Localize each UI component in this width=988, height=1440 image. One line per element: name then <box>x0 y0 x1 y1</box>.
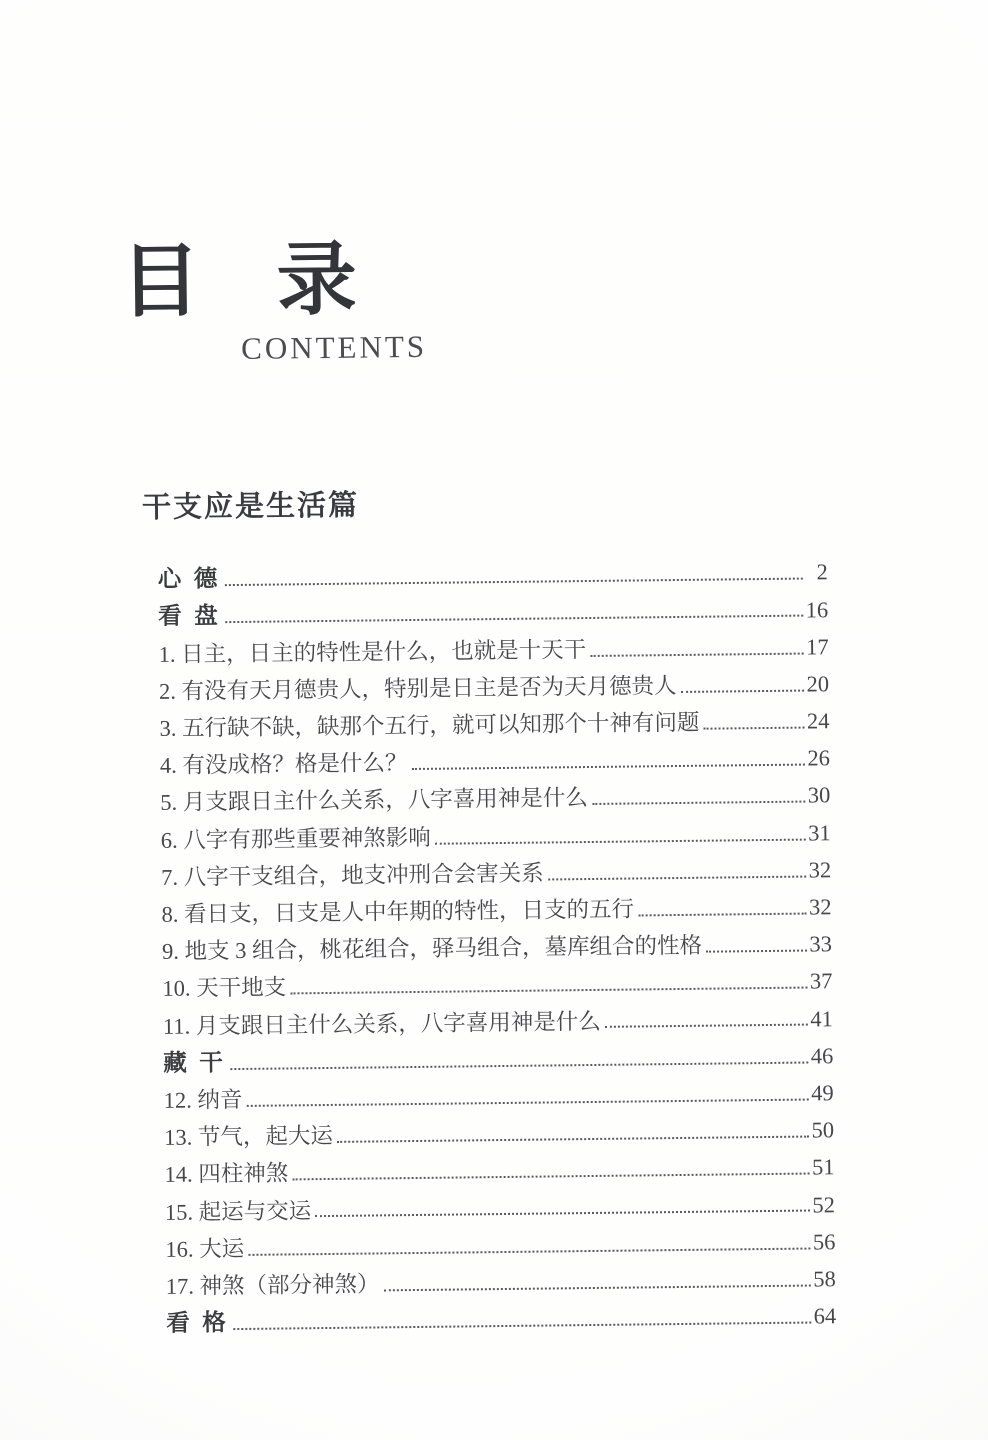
toc-entry-label: 13. 节气，起大运 <box>163 1123 334 1150</box>
toc-entry-page: 52 <box>812 1191 836 1218</box>
toc-entry-label: 7. 八字干支组合，地支冲刑合会害关系 <box>161 860 544 890</box>
toc-entry-page: 30 <box>807 782 831 808</box>
toc-leader-dots <box>605 1024 808 1028</box>
toc-entry-label: 11. 月支跟日主什么关系，八字喜用神是什么 <box>162 1008 601 1039</box>
toc-entry-page: 58 <box>813 1266 836 1292</box>
toc-leader-dots <box>290 987 807 995</box>
toc-entry-page: 46 <box>810 1043 834 1069</box>
toc-list <box>158 548 837 1336</box>
toc-entry-label: 2. 有没有天月德贵人，特别是日主是否为天月德贵人 <box>158 672 677 704</box>
toc-leader-dots <box>592 801 805 805</box>
toc-leader-dots <box>590 652 803 656</box>
page-title: 目 录 <box>119 234 368 327</box>
toc-leader-dots <box>706 950 807 953</box>
toc-entry-label: 8. 看日支，日支是人中年期的特性，日支的五行 <box>161 896 635 927</box>
toc-entry-label: 藏 干 <box>163 1048 226 1076</box>
toc-entry-page: 17 <box>805 633 829 660</box>
toc-entry-label: 14. 四柱神煞 <box>164 1160 289 1188</box>
toc-leader-dots <box>384 1284 811 1291</box>
toc-entry-page: 64 <box>813 1303 837 1329</box>
toc-leader-dots <box>435 838 805 844</box>
toc-leader-dots <box>337 1136 809 1143</box>
toc-entry-label: 4. 有没成格？格是什么？ <box>159 750 408 779</box>
toc-entry-page: 24 <box>806 708 830 734</box>
toc-leader-dots <box>292 1173 809 1181</box>
toc-leader-dots <box>315 1210 809 1218</box>
toc-leader-dots <box>230 1061 808 1070</box>
toc-entry-page: 31 <box>808 819 831 846</box>
toc-entry-page: 33 <box>809 931 833 957</box>
toc-entry-label: 1. 日主，日主的特性是什么，也就是十天干 <box>158 636 587 667</box>
toc-entry-label: 16. 大运 <box>165 1235 245 1262</box>
toc-entry-page: 16 <box>805 596 829 623</box>
contents-subtitle: CONTENTS <box>240 328 428 366</box>
toc-entry-page: 41 <box>810 1005 833 1032</box>
toc-entry-page: 20 <box>806 671 830 697</box>
toc-entry-label: 心 德 <box>157 565 221 593</box>
toc-leader-dots <box>225 615 803 624</box>
toc-entry-label: 5. 月支跟日主什么关系，八字喜用神是什么 <box>160 785 588 816</box>
section-heading: 干支应是生活篇 <box>141 489 360 525</box>
toc-leader-dots <box>411 764 804 770</box>
toc-entry-label: 12. 纳音 <box>163 1086 243 1113</box>
toc-entry-label: 15. 起运与交运 <box>164 1197 312 1225</box>
toc-entry-page: 50 <box>811 1117 835 1143</box>
toc-leader-dots <box>681 689 804 692</box>
toc-entry-page: 49 <box>811 1080 834 1106</box>
toc-leader-dots <box>704 727 805 730</box>
toc-entry <box>166 1292 836 1337</box>
toc-entry-label: 17. 神煞（部分神煞） <box>165 1271 380 1299</box>
toc-entry-page: 37 <box>809 968 833 994</box>
toc-entry-label: 看 盘 <box>158 602 221 630</box>
toc-leader-dots <box>233 1321 811 1330</box>
toc-entry-label: 10. 天干地支 <box>162 974 287 1002</box>
toc-leader-dots <box>248 1247 810 1255</box>
toc-entry-label: 3. 五行缺不缺，缺那个五行，就可以知那个十神有问题 <box>159 709 700 741</box>
toc-entry-page: 56 <box>812 1228 836 1255</box>
toc-entry-page: 51 <box>811 1154 835 1180</box>
toc-entry-page: 26 <box>807 745 831 771</box>
toc-entry-page: 2 <box>816 559 828 585</box>
toc-leader-dots <box>224 578 802 587</box>
toc-entry-label: 看 格 <box>166 1309 229 1336</box>
toc-entry-label: 9. 地支 3 组合，桃花组合，驿马组合，墓库组合的性格 <box>161 932 703 965</box>
toc-leader-dots <box>247 1098 809 1106</box>
toc-entry-page: 32 <box>808 894 832 920</box>
toc-leader-dots <box>638 912 806 916</box>
toc-entry-page: 32 <box>808 857 832 883</box>
toc-entry-label: 6. 八字有那些重要神煞影响 <box>160 824 431 853</box>
toc-leader-dots <box>548 875 806 880</box>
